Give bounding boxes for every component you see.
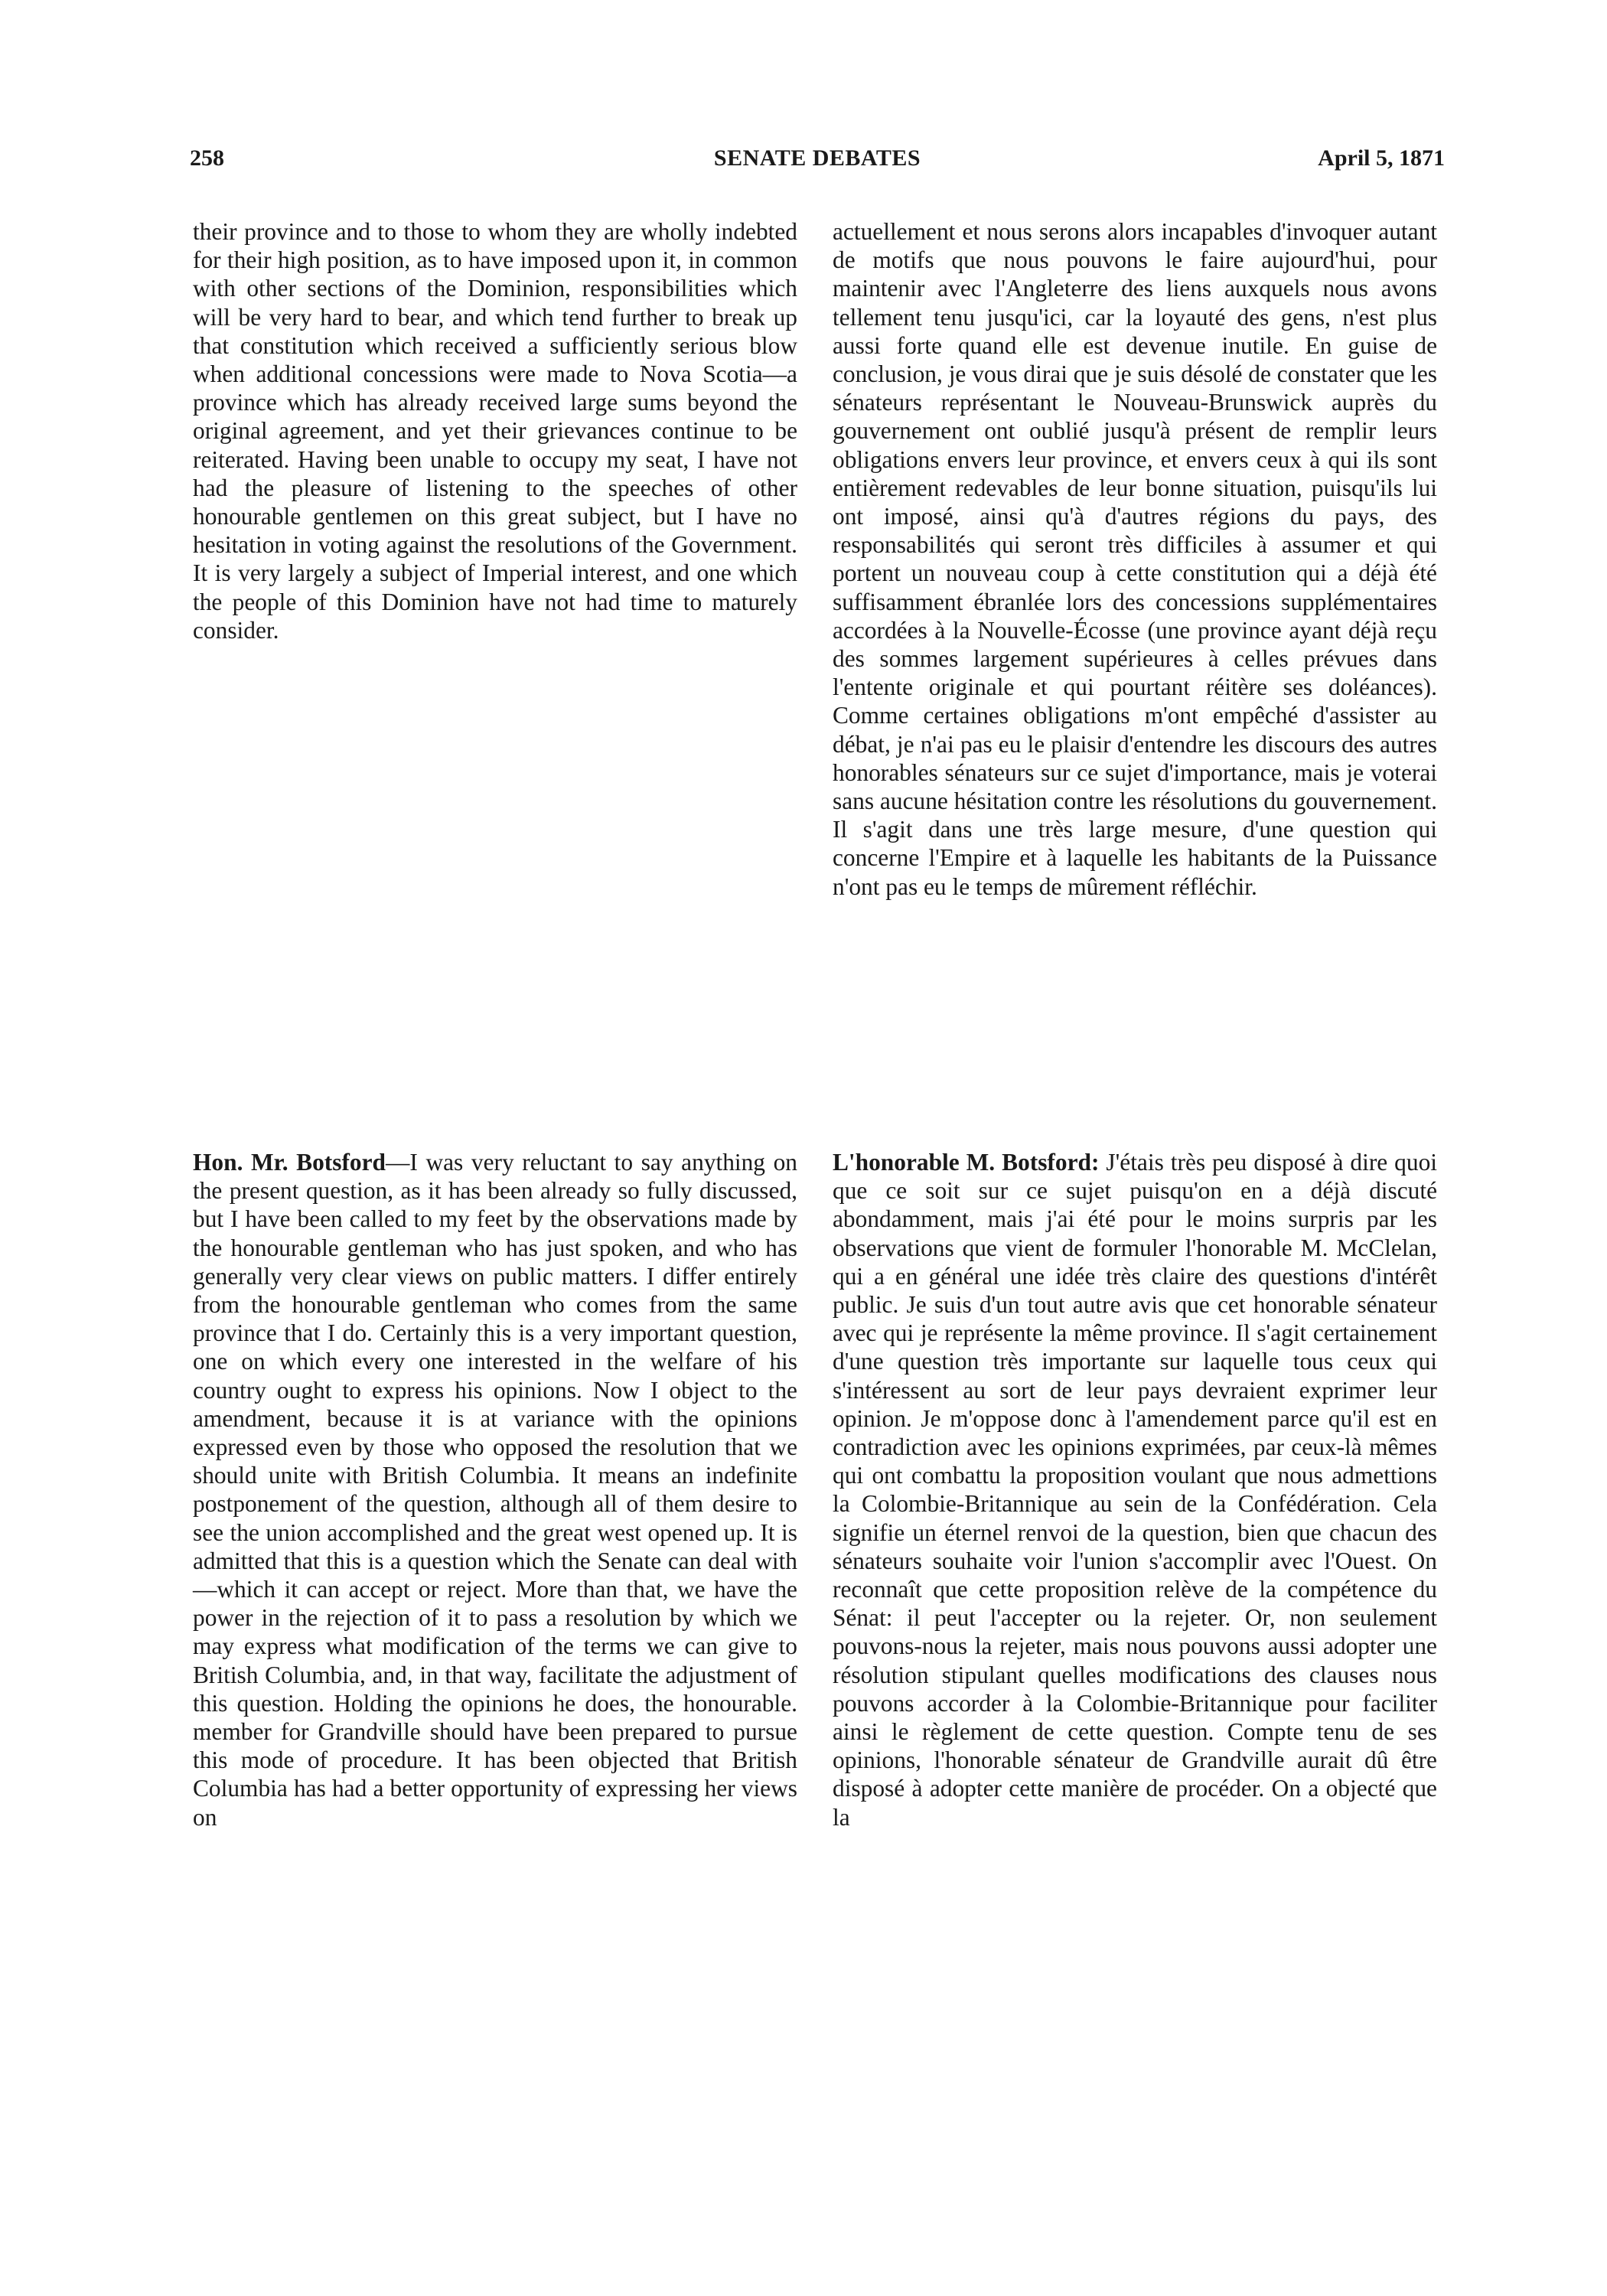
english-speech-text: —I was very reluctant to say anything on the present question, as it has been already so fully discussed, but I have been called to my feet by the observations made by the honourable gentleman who has just spoken, and who has generally very clear views on public matters. I differ entirely from the honourable gentleman who comes from the same province that I do. Certainly this is a very important question, one on which every one interested in the welfare of his country ought to express his opinions. Now I object to the amendment, because it is at variance with the opinions expressed even by those who opposed the resolution that we should unite with British Columbia. It means an indefinite postponement of the question, although all of them desire to see the union accomplished and the great west opened up. It is admitted that this is a question which the Senate can deal with—which it can accept or reject. More than that, we have the power in the rejection of it to pass a resolution by which we may express what modification of the terms we can give to British Columbia, and, in that way, facilitate the adjustment of this question. Holding the opinions he does, the honourable. member for Grandville should have been prepared to pursue this mode of procedure. It has been objected that British Columbia has had a better opportunity of expressing her views on [193, 1149, 797, 1831]
french-speech-column [833, 1148, 1437, 1831]
english-speaker-name: Hon. Mr. Botsford [193, 1149, 386, 1176]
page-date: April 5, 1871 [1318, 145, 1445, 171]
page-number: 258 [190, 145, 224, 171]
page-header [190, 145, 1445, 179]
french-speech-text: J'étais très peu disposé à dire quoi que ce soit sur ce sujet puisqu'on en a déjà discuté abondamment, mais j'ai été pour le moins surpris par les observations que vient de formuler l'honorable M. McClelan, qui a en général une idée très claire des questions d'intérêt public. Je suis d'un tout autre avis que cet honorable sénateur avec qui je représente la même province. Il s'agit certainement d'une question très importante sur laquelle tous ceux qui s'intéressent au sort de leur pays devraient exprimer leur opinion. Je m'oppose donc à l'amendement parce qu'il est en contradiction avec les opinions exprimées, par ceux-là mêmes qui ont combattu la proposition voulant que nous admettions la Colombie-Britannique au sein de la Confédération. Cela signifie un éternel renvoi de la question, bien que chacun des sénateurs souhaite voir l'union s'accomplir avec l'Ouest. On reconnaît que cette proposition relève de la compétence du Sénat: il peut l'accepter ou la rejeter. Or, non seulement pouvons-nous la rejeter, mais nous pouvons aussi adopter une résolution stipulant quelles modifications des clauses nous pouvons accorder à la Colombie-Britannique pour faciliter ainsi le règlement de cette question. Compte tenu de ses opinions, l'honorable sénateur de Grandville aurait dû être disposé à adopter cette manière de procéder. On a objecté que la [833, 1149, 1437, 1831]
french-speech-paragraph [833, 1148, 1437, 1831]
english-continuation-paragraph: their province and to those to whom they are wholly indebted for their high position, as to have imposed upon it, in common with other sections of the Dominion, responsibilities which will be very hard to bear, and which tend further to break up that constitution which received a sufficiently serious blow when additional concessions were made to Nova Scotia—a province which has already received large sums beyond the original agreement, and yet their grievances continue to be reiterated. Having been unable to occupy my seat, I have not had the pleasure of listening to the speeches of other honourable gentlemen on this great subject, but I have no hesitation in voting against the resolutions of the Government. It is very largely a subject of Imperial interest, and one which the people of this Dominion have not had time to maturely consider. [193, 218, 797, 644]
english-continuation-column [193, 217, 797, 644]
english-speech-paragraph [193, 1148, 797, 1831]
french-continuation-column [833, 217, 1437, 901]
french-continuation-paragraph: actuellement et nous serons alors incapables d'invoquer autant de motifs que nous pouvons le faire aujourd'hui, pour maintenir avec l'Angleterre des liens auxquels nous avons tellement tenu jusqu'ici, car la loyauté des gens, n'est plus aussi forte quand elle est devenue inutile. En guise de conclusion, je vous dirai que je suis désolé de constater que les sénateurs représentant le Nouveau-Brunswick auprès du gouvernement ont oublié jusqu'à présent de remplir leurs obligations envers leur province, et envers ceux à qui ils sont entièrement redevables de leur bonne situation, puisqu'ils lui ont imposé, ainsi qu'à d'autres régions du pays, des responsabilités qui seront très difficiles à assumer et qui portent un nouveau coup à cette constitution qui a déjà été suffisamment ébranlée lors des concessions supplémentaires accordées à la Nouvelle-Écosse (une province ayant déjà reçu des sommes largement supérieures à celles prévues dans l'entente originale et qui pourtant réitère ses doléances). Comme certaines obligations m'ont empêché d'assister au débat, je n'ai pas eu le plaisir d'entendre les discours des autres honorables sénateurs sur ce sujet d'importance, mais je voterai sans aucune hésitation contre les résolutions du gouvernement. Il s'agit dans une très large mesure, d'une question qui concerne l'Empire et à laquelle les habitants de la Puissance n'ont pas eu le temps de mûrement réfléchir. [833, 218, 1437, 900]
english-speech-column [193, 1148, 797, 1831]
page-title: SENATE DEBATES [713, 145, 921, 171]
french-speaker-name: L'honorable M. Botsford: [833, 1149, 1100, 1176]
